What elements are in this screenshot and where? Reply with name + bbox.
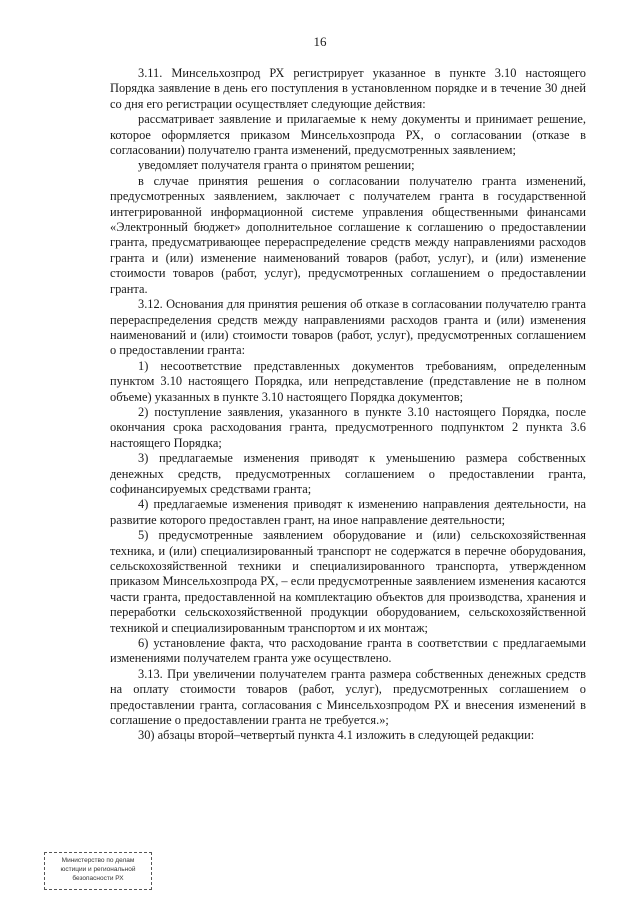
list-item-6: 6) установление факта, что расходование гранта в соответствии с предлагаемыми изменениями получателем гранта уже осуществлено. xyxy=(110,636,586,666)
list-item-1: 1) несоответствие представленных документов требованиям, определенным пунктом 3.10 настоящего Порядка, или непредставление (представление не в полном объеме) указанных в пункте 3.10 настоящего Порядка документов; xyxy=(110,358,586,404)
list-item-3: 3) предлагаемые изменения приводят к уменьшению размера собственных денежных средств, предусмотренных соглашением о предоставлении гранта, софинансируемых средствами гранта; xyxy=(110,451,586,496)
paragraph-review: рассматривает заявление и прилагаемые к нему документы и принимает решение, которое оформляется приказом Минсельхозпрода РХ, о согласовании (отказе в согласовании) получателю гранта изменений, предусмотренных заявлением; xyxy=(110,112,586,158)
paragraph-item-30: 30) абзацы второй–четвертый пункта 4.1 изложить в следующей редакции: xyxy=(138,728,535,743)
stamp-line: юстиции и региональной xyxy=(60,866,136,873)
page-number: 16 xyxy=(313,34,327,49)
list-item-5: 5) предусмотренные заявлением оборудование и (или) сельскохозяйственная техника, и (или) специализированный транспорт не содержатся в перечне оборудования, сельскохозяйственной техники и специализированного транспорта, утвержденном приказом Минсельхозпрода РХ, – если предусмотренные заявлением изменения касаются части гранта, предоставленной на комплектацию объектов для производства, хранения и переработки сельскохозяйственной продукции оборудованием, сельскохозяйственной техникой и специализированным транспортом и их монтаж; xyxy=(110,528,586,635)
stamp-line: безопасности РХ xyxy=(72,875,124,882)
list-item-2: 2) поступление заявления, указанного в пункте 3.10 настоящего Порядка, после окончания срока расходования гранта, предусмотренного подпунктом 2 пункта 3.6 настоящего Порядка; xyxy=(110,404,586,450)
list-item-4: 4) предлагаемые изменения приводят к изменению направления деятельности, на развитие которого предоставлен грант, на иное направление деятельности; xyxy=(110,497,586,527)
paragraph-agreement: в случае принятия решения о согласовании получателю гранта изменений, предусмотренных заявлением, заключает с получателем гранта в государственной интегрированной информационной системе управления общественными финансами «Электронный бюджет» дополнительное соглашение к соглашению о предоставлении гранта, предусматривающее перераспределение средств между направлениями расходов гранта и (или) изменение наименований товаров (работ, услуг), и (или) изменение стоимости товаров (работ, услуг), предусмотренных соглашением о предоставлении гранта. xyxy=(110,173,586,296)
paragraph-3-13: 3.13. При увеличении получателем гранта размера собственных денежных средств на оплату стоимости товаров (работ, услуг), предусмотренных соглашением о предоставлении гранта, согласования с Минсельхозпродом РХ и внесения изменений в соглашение о предоставлении гранта не требуется.»; xyxy=(110,666,586,728)
document-body xyxy=(110,66,586,744)
paragraph-3-11: 3.11. Минсельхозпрод РХ регистрирует указанное в пункте 3.10 настоящего Порядка заявление в день его поступления в установленном порядке и в течение 30 дней со дня его регистрации осуществляет следующие действия: xyxy=(110,66,586,111)
ministry-stamp xyxy=(44,852,152,890)
stamp-line: Министерство по делам xyxy=(61,857,135,864)
paragraph-notify: уведомляет получателя гранта о принятом решении; xyxy=(138,158,415,173)
paragraph-3-12: 3.12. Основания для принятия решения об отказе в согласовании получателю гранта перераспределения средств между направлениями расходов гранта и (или) изменения наименований и (или) стоимости товаров (работ, услуг), предусмотренных соглашением о предоставлении гранта: xyxy=(110,297,586,358)
